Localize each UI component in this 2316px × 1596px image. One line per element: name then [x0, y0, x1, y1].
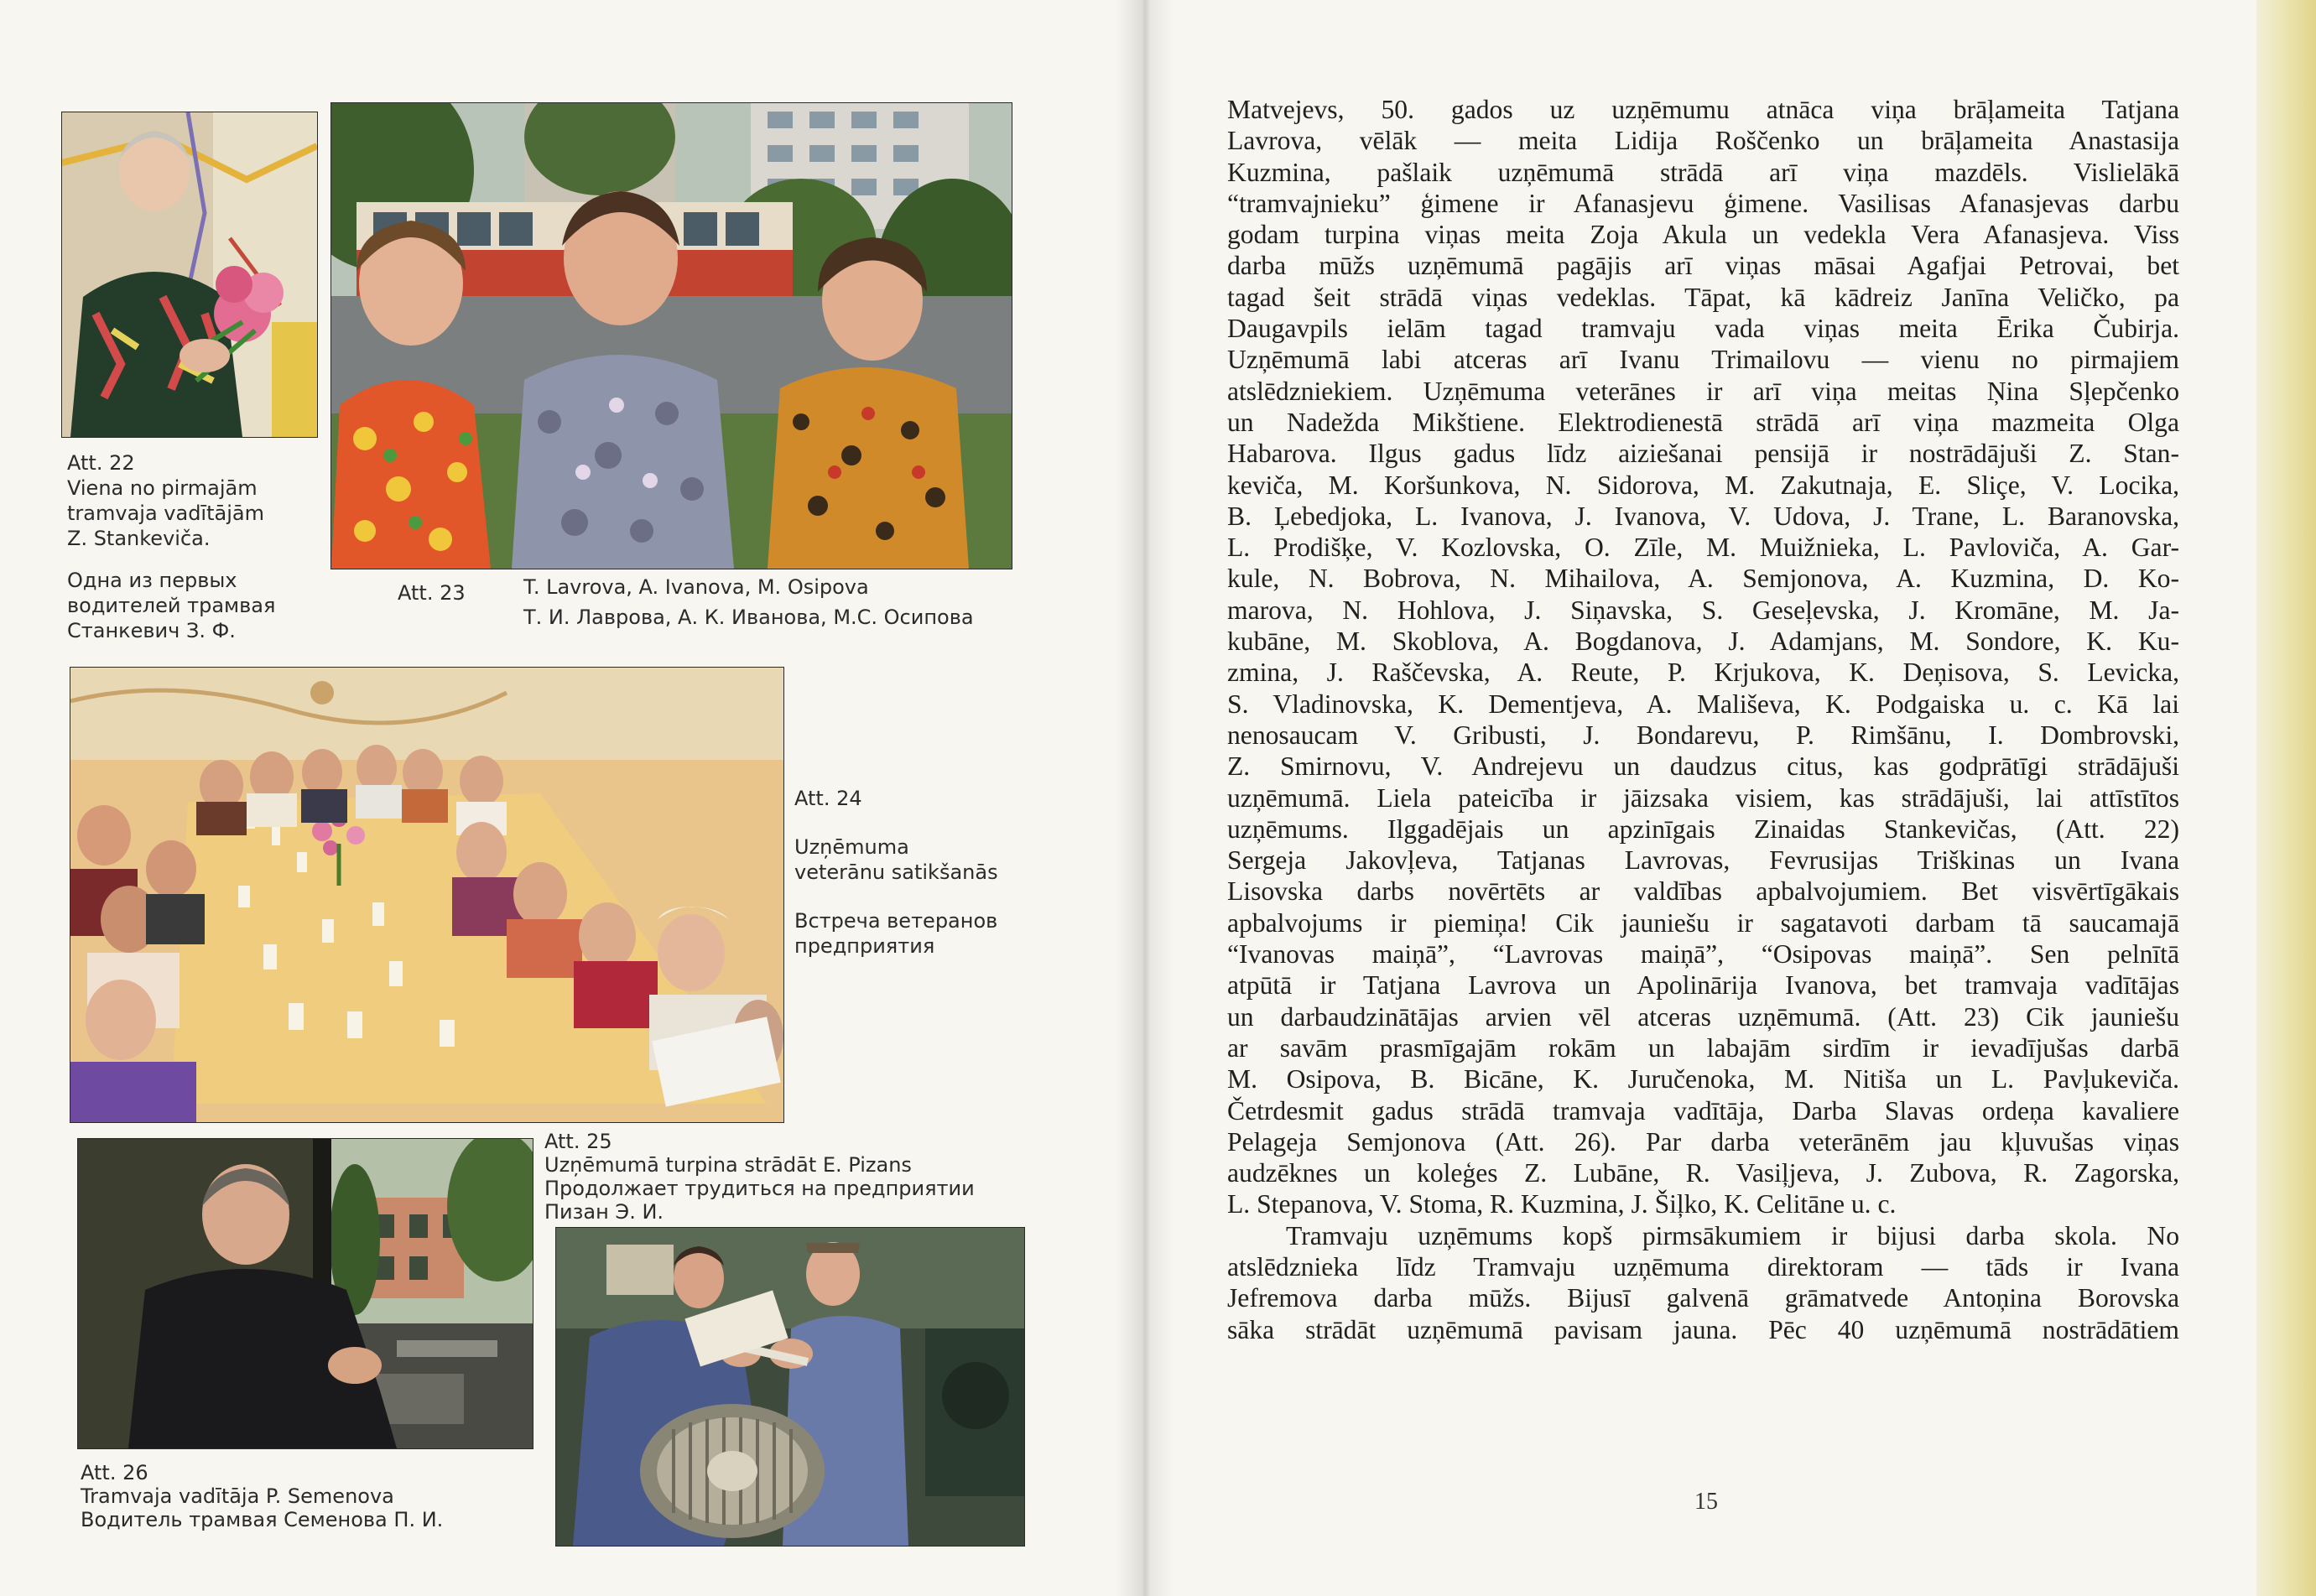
body-line: Matvejevs, 50. gados uz uzņēmumu atnāca viņa brāļameita Tatjana	[1227, 95, 2179, 124]
body-line: uzņēmums. Ilggadējais un apzinīgais Zinaidas Stankevičas, (Att. 22)	[1227, 814, 2179, 844]
caption-att-23	[523, 572, 974, 632]
caption-line: Водитель трамвая Семенова П. И.	[81, 1508, 444, 1531]
caption-line: Т. И. Лаврова, А. К. Иванова, М.С. Осипова	[523, 606, 974, 629]
caption-line: предприятия	[794, 934, 935, 958]
body-line: “tramvajnieku” ģimene ir Afanasjevu ģimene. Vasilisas Afanasjevas darbu	[1227, 188, 2179, 218]
caption-line: tramvaja vadītājām	[67, 502, 264, 525]
caption-att-22	[67, 450, 264, 551]
body-line: keviča, M. Koršunkova, N. Sidorova, M. Zakutnaja, E. Sliçe, V. Locika,	[1227, 470, 2179, 500]
body-line: atslēdznieka līdz Tramvaju uzņēmuma direktoram — tāds ir Ivana	[1227, 1251, 2179, 1281]
body-line: zmina, J. Raščevska, A. Reute, P. Krjukova, K. Deņisova, S. Levicka,	[1227, 658, 2179, 688]
body-line: atslēdzniekiem. Uzņēmuma veterānes ir arī viņa meitas Ņina Sļepčenko	[1227, 376, 2179, 406]
body-line: godam turpina viņas meita Zoja Akula un vedekla Vera Afanasjeva. Viss	[1227, 220, 2179, 250]
caption-line: Z. Stankeviča.	[67, 527, 211, 550]
body-line: Lisovska darbs novērtēts ar valdības apbalvojumiem. Bet visvērtīgākais	[1227, 876, 2179, 907]
body-line: un darbaudzinātājas arvien vēl atceras uzņēmumā. (Att. 23) Cik jauniešu	[1227, 1001, 2179, 1032]
body-line: Četrdesmit gadus strādā tramvaja vadītāja, Darba Slavas ordeņa kavaliere	[1227, 1095, 2179, 1126]
body-line: Lavrova, vēlāk — meita Lidija Roščenko un brāļameita Anastasija	[1227, 126, 2179, 156]
caption-line: Viena no pirmajām	[67, 476, 258, 500]
caption-line: Att. 24	[794, 787, 862, 810]
caption-att-22-ru	[67, 568, 275, 643]
photo-att-24	[70, 667, 784, 1123]
body-line: Z. Smirnovu, V. Andrejevu un daudzus citus, kas godprātīgi strādājuši	[1227, 751, 2179, 782]
body-line: M. Osipova, B. Bicāne, K. Juručenoka, M. Nitiša un L. Pavļukeviča.	[1227, 1064, 2179, 1094]
caption-line: Продолжает трудиться на предприятии	[544, 1177, 975, 1200]
photo-att-26	[77, 1138, 533, 1449]
body-line: L. Prodišķe, V. Kozlovska, O. Zīle, M. Muižnieka, L. Pavloviča, A. Gar-	[1227, 533, 2179, 563]
caption-line: Tramvaja vadītāja P. Semenova	[81, 1484, 394, 1508]
caption-line: Att. 25	[544, 1130, 612, 1153]
body-line: Pelageja Semjonova (Att. 26). Par darba veterānēm jau kļuvušas viņas	[1227, 1126, 2179, 1157]
caption-line: Станкевич З. Ф.	[67, 619, 236, 642]
body-line: darba mūžs uzņēmumā pagājis arī viņas māsai Agafjai Petrovai, bet	[1227, 251, 2179, 281]
caption-line: Uzņēmuma	[794, 835, 909, 859]
body-text	[1227, 94, 2179, 1345]
body-line: nenosaucam V. Gribusti, J. Bondarevu, P. Rimšānu, I. Dombrovski,	[1227, 720, 2179, 750]
caption-line: T. Lavrova, A. Ivanova, M. Osipova	[523, 575, 869, 599]
body-line: audzēknes un koleģes Z. Lubāne, R. Vasiļjeva, J. Zubova, R. Zagorska,	[1227, 1158, 2179, 1188]
page-number: 15	[1694, 1489, 1718, 1515]
body-line: Uzņēmumā labi atceras arī Ivanu Trimailovu — vienu no pirmajiem	[1227, 345, 2179, 375]
body-line: Kuzmina, pašlaik uzņēmumā strādā arī viņa mazdēls. Vislielākā	[1227, 157, 2179, 187]
photo-att-25	[555, 1227, 1025, 1547]
caption-att-24	[794, 786, 998, 959]
caption-line: Встреча ветеранов	[794, 909, 998, 933]
caption-line: Uzņēmumā turpina strādāt E. Pizans	[544, 1153, 912, 1177]
body-line: B. Ļebedjoka, L. Ivanova, J. Ivanova, V. Udova, J. Trane, L. Baranovska,	[1227, 501, 2179, 531]
page-edge	[2256, 0, 2316, 1596]
body-line: tagad šeit strādā viņas vedeklas. Tāpat, kā kādreiz Janīna Veličko, pa	[1227, 282, 2179, 312]
body-line: ar savām prasmīgajām rokām un labajām sirdīm ir ievadījušas darbā	[1227, 1032, 2179, 1063]
photo-att-22	[61, 112, 318, 438]
caption-line: Att. 22	[67, 451, 135, 475]
body-line: Jefremova darba mūžs. Bijusī galvenā grāmatvede Antoņina Borovska	[1227, 1283, 2179, 1313]
body-line: un Nadežda Mikštiene. Elektrodienestā strādā arī viņa mazmeita Olga	[1227, 407, 2179, 437]
body-line: L. Stepanova, V. Stoma, R. Kuzmina, J. Šiļko, K. Celitāne u. c.	[1227, 1189, 1897, 1219]
body-line: Daugavpils ielām tagad tramvaju vada viņas meita Ērika Čubirja.	[1227, 314, 2179, 344]
caption-att-25	[544, 1130, 975, 1224]
body-line: uzņēmumā. Liela pateicība ir jāizsaka visiem, kas strādājuši, lai attīstītos	[1227, 782, 2179, 813]
body-line: apbalvojums ir piemiņa! Cik jauniešu ir sagatavoti darbam tā saucamajā	[1227, 907, 2179, 938]
caption-line: Пизан Э. И.	[544, 1200, 664, 1224]
body-line: marova, N. Hohlova, J. Siņavska, S. Geseļevska, J. Kromāne, M. Ja-	[1227, 595, 2179, 625]
book-gutter	[1116, 0, 1174, 1596]
caption-line	[794, 811, 998, 834]
body-line: Sergeja Jakovļeva, Tatjanas Lavrovas, Fevrusijas Triškinas un Ivana	[1227, 845, 2179, 876]
caption-att-23-label	[398, 580, 466, 606]
caption-att-26	[81, 1461, 443, 1531]
caption-line: Att. 26	[81, 1461, 148, 1484]
body-line: “Ivanovas maiņā”, “Lavrovas maiņā”, “Osipovas maiņā”. Sen pelnītā	[1227, 939, 2179, 970]
body-line: kule, N. Bobrova, N. Mihailova, A. Semjonova, A. Kuzmina, D. Ko-	[1227, 564, 2179, 594]
body-line: S. Vladinovska, K. Dementjeva, A. Mališeva, K. Podgaiska u. c. Kā lai	[1227, 689, 2179, 719]
caption-line: водителей трамвая	[67, 594, 276, 617]
caption-line: Att. 23	[398, 581, 466, 605]
caption-line	[794, 885, 998, 908]
photo-att-23	[330, 102, 1012, 569]
body-line: kubāne, M. Skoblova, A. Bogdanova, J. Adamjans, M. Sondore, K. Ku-	[1227, 626, 2179, 657]
body-line: Habarova. Ilgus gadus līdz aiziešanai pensijā ir nostrādājuši Z. Stan-	[1227, 439, 2179, 469]
body-line: atpūtā ir Tatjana Lavrova un Apolinārija Ivanova, bet tramvaja vadītājas	[1227, 970, 2179, 1001]
body-line: sāka strādāt uzņēmumā pavisam jauna. Pēc 40 uzņēmumā nostrādātiem	[1227, 1314, 2179, 1344]
body-line: Tramvaju uzņēmums kopš pirmsākumiem ir bijusi darba skola. No	[1286, 1220, 2179, 1250]
caption-line: veterānu satikšanās	[794, 860, 998, 884]
caption-line: Одна из первых	[67, 569, 237, 592]
